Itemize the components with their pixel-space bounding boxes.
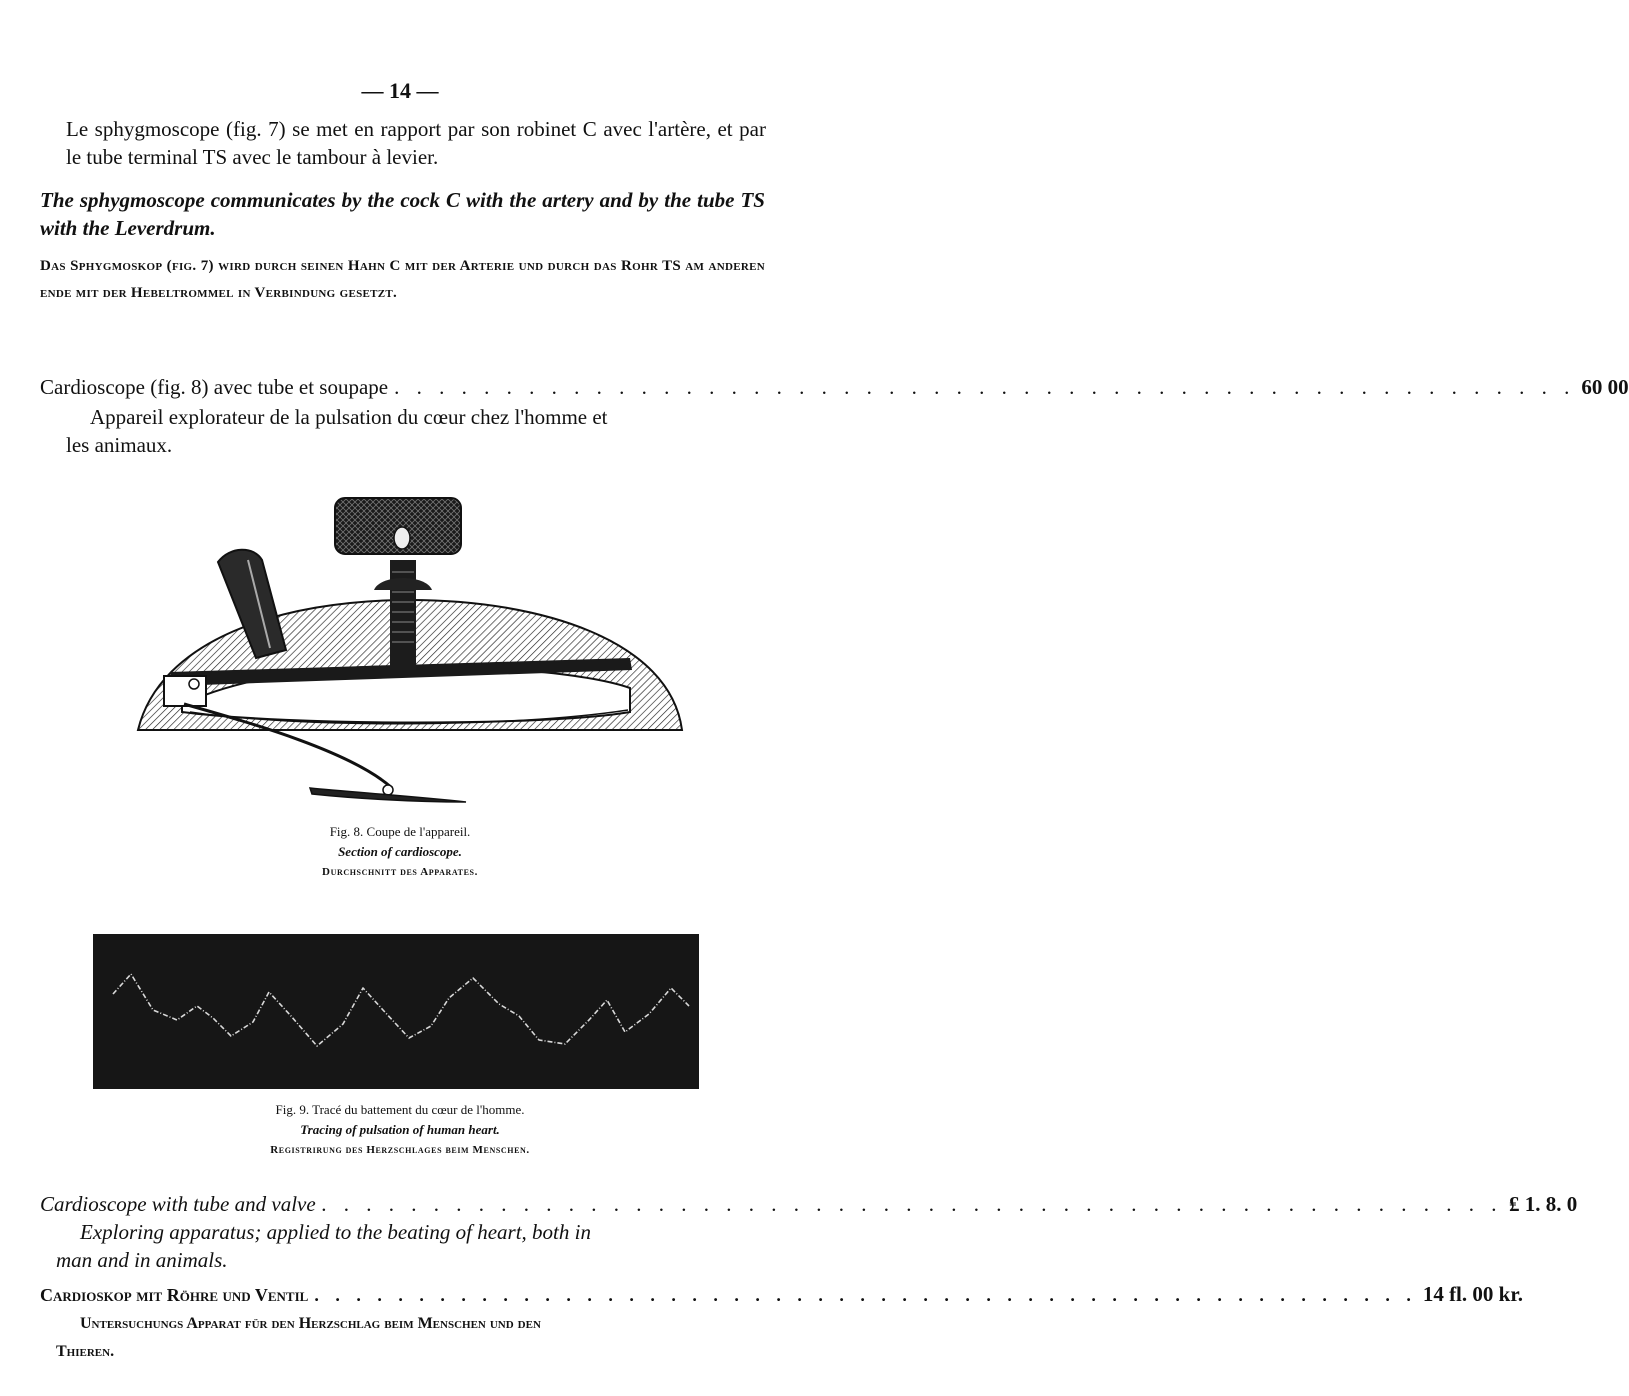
item-description-english: Exploring apparatus; applied to the beating of heart, both in man and in animals.	[56, 1220, 591, 1272]
figure-8-caption	[0, 822, 800, 882]
catalog-item-german	[40, 1280, 1523, 1309]
figure-9-caption-english: Tracing of pulsation of human heart.	[300, 1122, 500, 1137]
figure-8-caption-french: Fig. 8. Coupe de l'appareil.	[329, 824, 471, 839]
item-price: ₤ 1. 8. 0	[1508, 1192, 1578, 1216]
page-number: — 14 —	[361, 78, 439, 103]
leader-dots: . . . . . . . . . . . . . . . . . . . . . . . . . . . . . . . . . . . . . . . . . . . . . . . . . . . . .	[394, 375, 1576, 399]
figure-9-caption	[0, 1100, 800, 1160]
intro-german: Das Sphygmoskop (fig. 7) wird durch seinen Hahn C mit der Arterie und durch das Rohr TS am anderen ende mit der Hebeltrommel in Verbindung gesetzt.	[40, 258, 765, 301]
catalog-item-english	[40, 1190, 1578, 1218]
item-label: Cardioscope with tube and valve	[40, 1192, 316, 1216]
heart-tracing-image	[93, 934, 699, 1089]
figure-8-caption-german: Durchschnitt des Apparates.	[322, 866, 478, 878]
item-description-german: Untersuchungs Apparat für den Herzschlag beim Menschen und den Thieren.	[56, 1315, 541, 1360]
item-description-french: Appareil explorateur de la pulsation du cœur chez l'homme et les animaux.	[66, 405, 608, 457]
item-label: Cardioscope (fig. 8) avec tube et soupape	[40, 375, 389, 399]
intro-french: Le sphygmoscope (fig. 7) se met en rapport par son robinet C avec l'artère, et par le tube terminal TS avec le tambour à levier.	[66, 117, 766, 169]
item-price: 14 fl. 00 kr.	[1422, 1282, 1523, 1306]
item-price: 60 00	[1581, 375, 1629, 399]
figure-9-caption-german: Registrirung des Herzschlages beim Menschen.	[270, 1144, 530, 1156]
leader-dots: . . . . . . . . . . . . . . . . . . . . . . . . . . . . . . . . . . . . . . . . . . . . . . . . . . . . .	[314, 1285, 1417, 1305]
item-label: Cardioskop mit Röhre und Ventil	[40, 1285, 309, 1305]
cardioscope-section-illustration	[130, 490, 690, 810]
figure-9-caption-french: Fig. 9. Tracé du battement du cœur de l'homme.	[275, 1102, 525, 1117]
catalog-item-french	[40, 373, 1629, 401]
intro-english: The sphygmoscope communicates by the cock C with the artery and by the tube TS with the Leverdrum.	[40, 188, 765, 240]
leader-dots: . . . . . . . . . . . . . . . . . . . . . . . . . . . . . . . . . . . . . . . . . . . . . . . . . . . . .	[321, 1192, 1503, 1216]
heart-tracing-line	[93, 934, 699, 1089]
figure-8-caption-english: Section of cardioscope.	[338, 844, 462, 859]
